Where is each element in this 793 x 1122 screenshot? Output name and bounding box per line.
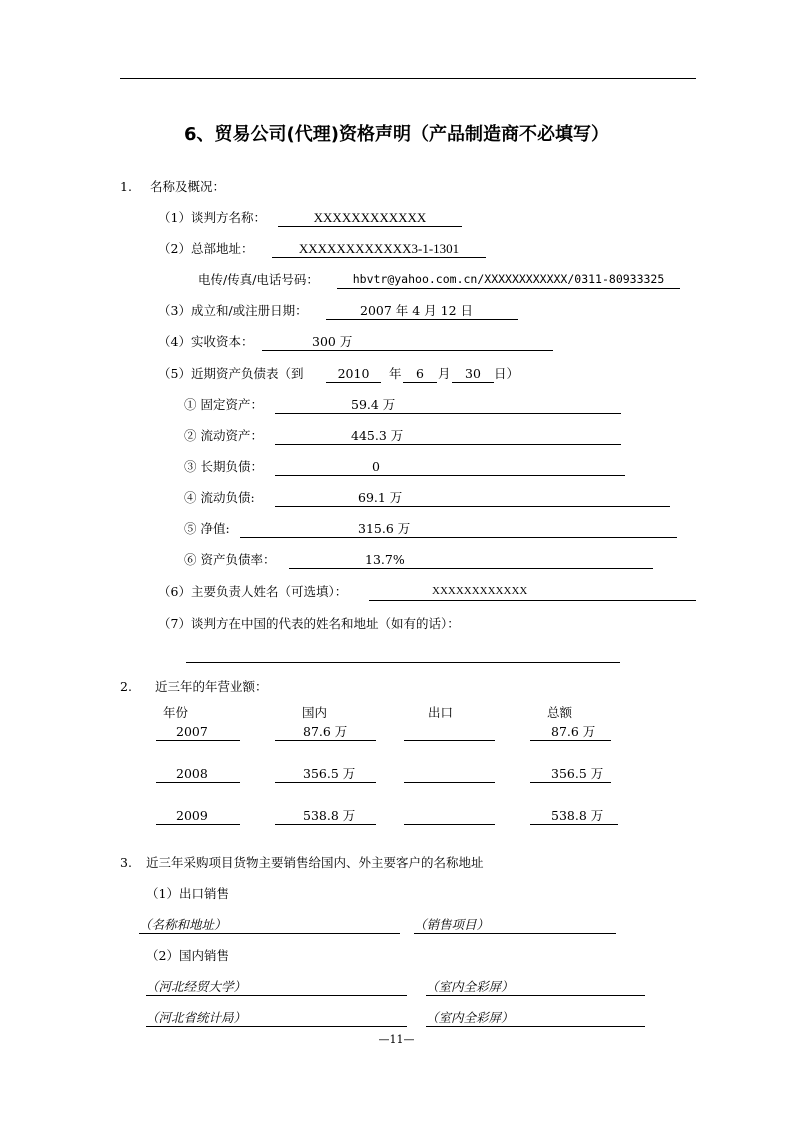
fixed-assets-value: 59.4 万	[351, 397, 396, 412]
col-header-export: 出口	[428, 705, 454, 720]
contact-field[interactable]: hbvtr@yahoo.com.cn/XXXXXXXXXXXX/0311-80933325	[337, 272, 680, 289]
debt-ratio-value: 13.7%	[365, 552, 405, 567]
section-1-heading: 名称及概况：	[150, 179, 226, 194]
revenue-export-cell[interactable]	[404, 724, 495, 741]
revenue-year-value: 2008	[176, 766, 208, 781]
day-unit: 日）	[494, 366, 520, 381]
revenue-total-cell[interactable]	[530, 808, 618, 825]
domestic-customer-field[interactable]: （河北经贸大学）	[146, 979, 407, 996]
revenue-total-value: 356.5 万	[551, 766, 604, 781]
export-sales-label: （1）出口销售	[146, 886, 229, 901]
established-date-value: 2007 年 4 月 12 日	[360, 303, 474, 318]
current-assets-field[interactable]	[275, 428, 621, 445]
revenue-total-cell[interactable]	[530, 766, 611, 783]
revenue-export-cell[interactable]	[404, 766, 495, 783]
revenue-year-value: 2007	[176, 724, 208, 739]
section-3-number: 3.	[120, 855, 132, 870]
revenue-domestic-cell[interactable]	[275, 766, 376, 783]
section-3-heading: 近三年采购项目货物主要销售给国内、外主要客户的名称地址	[146, 855, 484, 870]
representative-field[interactable]	[186, 646, 620, 663]
section-1-number: 1.	[120, 179, 132, 194]
revenue-year-cell	[156, 724, 240, 741]
revenue-total-value: 538.8 万	[551, 808, 604, 823]
domestic-item-field[interactable]: （室内全彩屏）	[426, 1010, 645, 1027]
paid-capital-field[interactable]	[262, 334, 553, 351]
page-title: 6、贸易公司(代理)资格声明（产品制造商不必填写）	[184, 124, 609, 145]
year-unit: 年	[389, 366, 402, 381]
negotiator-name-label: （1）谈判方名称：	[158, 210, 266, 225]
principal-name-field[interactable]	[369, 584, 696, 601]
net-worth-field[interactable]	[240, 521, 677, 538]
hq-address-label: （2）总部地址：	[158, 241, 254, 256]
section-2-heading: 近三年的年营业额：	[155, 679, 268, 694]
balance-sheet-day-field[interactable]: 30	[452, 366, 494, 383]
revenue-total-value: 87.6 万	[551, 724, 596, 739]
current-liabilities-label: ④ 流动负债:	[184, 490, 255, 505]
principal-name-value: XXXXXXXXXXXX	[432, 585, 528, 597]
revenue-domestic-value: 356.5 万	[303, 766, 356, 781]
hq-address-field[interactable]: XXXXXXXXXXXX3-1-1301	[272, 241, 486, 258]
col-header-total: 总额	[547, 705, 573, 720]
col-header-domestic: 国内	[302, 705, 328, 720]
revenue-domestic-value: 538.8 万	[303, 808, 356, 823]
domestic-customer-field[interactable]: （河北省统计局）	[146, 1010, 407, 1027]
long-term-liabilities-value: 0	[372, 459, 380, 474]
current-assets-value: 445.3 万	[351, 428, 404, 443]
domestic-sales-label: （2）国内销售	[146, 948, 229, 963]
revenue-year-cell	[156, 766, 240, 783]
balance-sheet-label: （5）近期资产负债表（到	[158, 366, 304, 381]
debt-ratio-label: ⑥ 资产负债率：	[184, 552, 276, 567]
col-header-year: 年份	[163, 705, 189, 720]
month-unit: 月	[438, 366, 451, 381]
domestic-item-field[interactable]: （室内全彩屏）	[426, 979, 645, 996]
current-liabilities-value: 69.1 万	[358, 490, 403, 505]
revenue-export-cell[interactable]	[404, 808, 495, 825]
paid-capital-value: 300 万	[312, 334, 353, 349]
current-assets-label: ② 流动资产：	[184, 428, 263, 443]
established-date-field[interactable]	[326, 303, 518, 320]
balance-sheet-year-field[interactable]: 2010	[326, 366, 381, 383]
net-worth-value: 315.6 万	[358, 521, 411, 536]
net-worth-label: ⑤ 净值:	[184, 521, 230, 536]
representative-label: （7）谈判方在中国的代表的姓名和地址（如有的话）：	[158, 616, 460, 631]
established-date-label: （3）成立和/或注册日期：	[158, 303, 308, 318]
fixed-assets-label: ① 固定资产：	[184, 397, 263, 412]
fixed-assets-field[interactable]	[275, 397, 621, 414]
revenue-domestic-cell[interactable]	[275, 808, 376, 825]
debt-ratio-field[interactable]	[289, 552, 653, 569]
paid-capital-label: （4）实收资本：	[158, 334, 254, 349]
section-2-number: 2.	[120, 679, 132, 694]
negotiator-name-field[interactable]: XXXXXXXXXXXX	[278, 210, 462, 227]
revenue-domestic-value: 87.6 万	[303, 724, 348, 739]
revenue-year-value: 2009	[176, 808, 208, 823]
principal-name-label: （6）主要负责人姓名（可选填）：	[158, 584, 348, 599]
contact-label: 电传/传真/电话号码：	[198, 272, 319, 287]
revenue-total-cell[interactable]	[530, 724, 611, 741]
current-liabilities-field[interactable]	[275, 490, 670, 507]
balance-sheet-month-field[interactable]: 6	[403, 366, 437, 383]
revenue-year-cell	[156, 808, 240, 825]
long-term-liabilities-label: ③ 长期负债：	[184, 459, 263, 474]
page-number: —11—	[378, 1033, 415, 1046]
long-term-liabilities-field[interactable]	[275, 459, 625, 476]
export-customer-field[interactable]: （名称和地址）	[139, 917, 400, 934]
revenue-domestic-cell[interactable]	[275, 724, 376, 741]
export-item-field[interactable]: （销售项目）	[414, 917, 616, 934]
header-rule	[120, 78, 696, 79]
